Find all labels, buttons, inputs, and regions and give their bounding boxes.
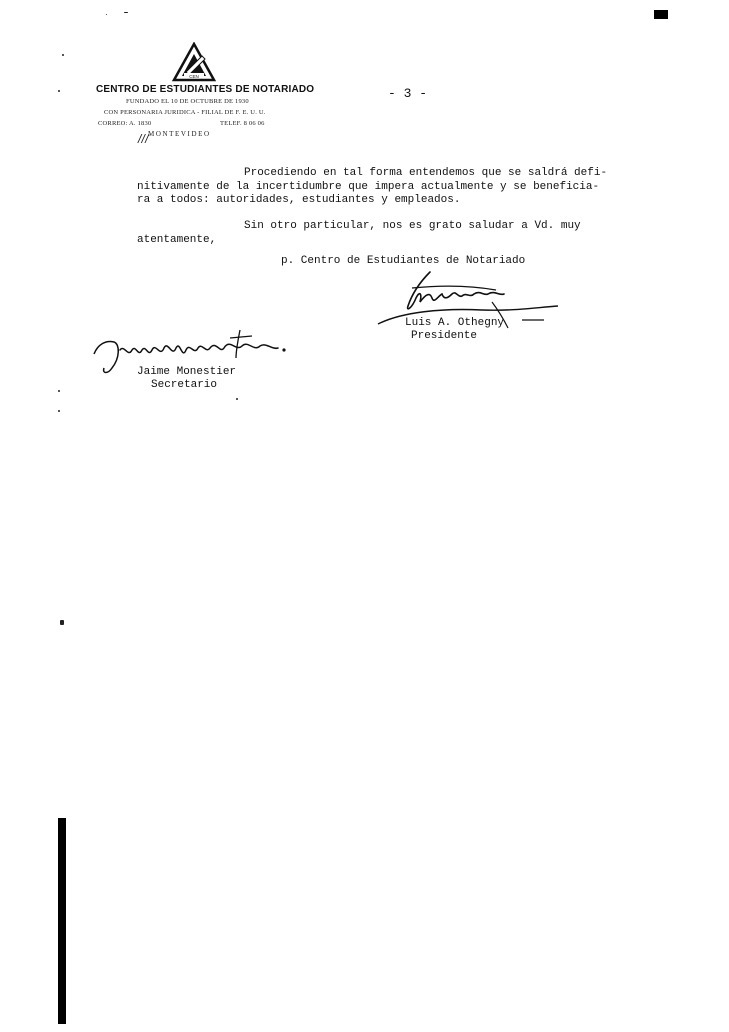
scan-speck <box>106 14 107 15</box>
page-number: - 3 - <box>388 86 428 101</box>
scan-margin-bar <box>58 818 66 1024</box>
city-line: MONTEVIDEO <box>148 130 211 138</box>
on-behalf-line: p. Centro de Estudiantes de Notariado <box>281 255 526 267</box>
scan-speck <box>124 12 128 13</box>
letterhead <box>92 40 322 160</box>
secretary-name: Jaime Monestier <box>137 366 237 378</box>
organization-name: CENTRO DE ESTUDIANTES DE NOTARIADO <box>96 84 315 95</box>
scan-speck <box>236 398 238 400</box>
scan-speck <box>58 90 60 92</box>
president-name: Luis A. Othegny <box>405 317 505 329</box>
phone-line: TELEF. 8 06 06 <box>220 120 265 127</box>
scan-speck <box>62 54 64 56</box>
svg-text:CEN: CEN <box>189 74 199 79</box>
paragraph-1-line-2: nitivamente de la incertidumbre que impera actualmente y se beneficia- <box>137 181 600 193</box>
slashes-mark: /// <box>138 132 149 146</box>
scan-speck <box>58 390 60 392</box>
scan-speck <box>60 620 64 625</box>
legal-status-line: CON PERSONARIA JURIDICA - FILIAL DE F. E. U. U. <box>104 109 266 116</box>
president-title: Presidente <box>411 330 478 342</box>
triangle-emblem-icon <box>172 42 216 82</box>
paragraph-1-line-1: Procediendo en tal forma entendemos que se saldrá defi- <box>244 167 608 179</box>
mail-box-line: CORREO: A. 1830 <box>98 120 152 127</box>
paragraph-1-line-3: ra a todos: autoridades, estudiantes y empleados. <box>137 194 461 206</box>
secretary-title: Secretario <box>151 379 218 391</box>
scan-corner-mark <box>654 10 668 19</box>
paragraph-2-line-1: Sin otro particular, nos es grato saludar a Vd. muy <box>244 220 581 232</box>
paragraph-2-line-2: atentamente, <box>137 234 217 246</box>
founded-line: FUNDADO EL 10 DE OCTUBRE DE 1930 <box>126 98 249 105</box>
scan-speck <box>58 410 60 412</box>
